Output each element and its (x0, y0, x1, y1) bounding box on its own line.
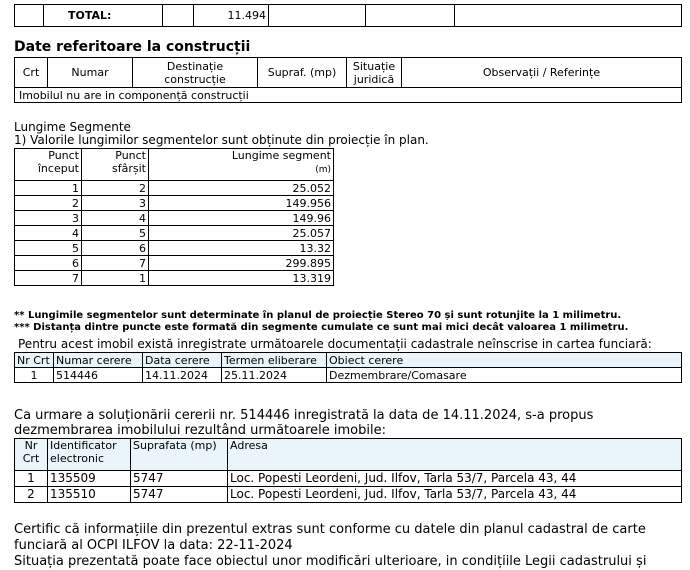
segment-length: 13.32 (149, 241, 334, 256)
end-point: 7 (82, 256, 149, 271)
segment-row (15, 181, 334, 196)
document-cell: 14.11.2024 (143, 368, 222, 383)
total-label: TOTAL: (44, 5, 163, 27)
col-header-line: electronic (50, 452, 105, 465)
property-cell: 135509 (48, 471, 131, 487)
col-header-line: Nr (24, 439, 38, 452)
segment-row (15, 271, 334, 286)
end-point: 5 (82, 226, 149, 241)
start-point: 1 (15, 181, 82, 196)
col-header: Destinație construcție (133, 58, 258, 88)
proposal-table (14, 438, 682, 503)
start-point: 4 (15, 226, 82, 241)
segment-length: 25.052 (149, 181, 334, 196)
col-header: Numar (48, 58, 133, 88)
property-cell: Loc. Popesti Leordeni, Jud. Ilfov, Tarla 53/7, Parcela 43, 44 (228, 487, 682, 503)
col-header: Data cerere (143, 353, 222, 368)
start-point: 2 (15, 196, 82, 211)
start-point: 5 (15, 241, 82, 256)
segment-row (15, 211, 334, 226)
segments-note: 1) Valorile lungimilor segmentelor sunt obținute din proiecție în plan. (14, 133, 429, 147)
total-empty-cell (15, 5, 44, 27)
property-cell: 5747 (131, 487, 228, 503)
property-cell: 135510 (48, 487, 131, 503)
col-header: Obiect cerere (327, 353, 682, 368)
col-header: Numar cerere (54, 353, 143, 368)
constructions-title: Date referitoare la construcții (14, 39, 251, 55)
segments-table (14, 148, 334, 286)
start-point: 3 (15, 211, 82, 226)
col-header: Supraf. (mp) (258, 58, 347, 88)
end-point: 1 (82, 271, 149, 286)
segment-row (15, 241, 334, 256)
property-cell: 5747 (131, 471, 228, 487)
segments-footnote: ** Lungimile segmentelor sunt determinate în planul de proiecție Stereo 70 și sunt rotunjite la 1 milimetru. (14, 310, 622, 321)
certification-line: Situația prezentată poate face obiectul unor modificări ulterioare, in condițiile Legii cadastrului și (14, 554, 647, 569)
end-point: 6 (82, 241, 149, 256)
segment-length-header (149, 149, 334, 181)
segment-row (15, 256, 334, 271)
total-empty-cell (163, 5, 194, 27)
col-header: Observații / Referințe (402, 58, 682, 88)
segments-title: Lungime Segmente (14, 120, 131, 134)
col-header (48, 439, 131, 471)
segments-footnote: *** Distanța dintre puncte este formată din segmente cumulate ce sunt mai mici decât valoarea 1 milimetru. (14, 322, 629, 333)
document-cell: 1 (15, 368, 54, 383)
segment-length: 13.319 (149, 271, 334, 286)
segment-length: 25.057 (149, 226, 334, 241)
proposal-line: dezmembrarea imobilului rezultând următoarele imobile: (14, 423, 386, 438)
total-empty-cell (269, 5, 366, 27)
end-point: 3 (82, 196, 149, 211)
unit-label: (m) (315, 165, 331, 175)
documents-intro: Pentru acest imobil există inregistrate următoarele documentații cadastrale neînscrise in cartea funciară: (18, 337, 652, 351)
document-row (15, 368, 682, 383)
document-cell: Dezmembrare/Comasare (327, 368, 682, 383)
segment-length: 299.895 (149, 256, 334, 271)
col-header: Adresa (228, 439, 682, 471)
property-row (15, 471, 682, 487)
property-cell: 1 (15, 471, 48, 487)
documents-table (14, 352, 682, 383)
col-header: Punct sfârșit (82, 149, 149, 181)
segment-length: 149.956 (149, 196, 334, 211)
col-header (15, 439, 48, 471)
certification-line: Certific că informațiile din prezentul extras sunt conforme cu datele din planul cadastral de carte (14, 522, 646, 537)
col-header: Crt (15, 58, 48, 88)
total-empty-cell (455, 5, 682, 27)
total-empty-cell (366, 5, 455, 27)
col-header: Nr Crt (15, 353, 54, 368)
certification-line: funciară al OCPI ILFOV la data: 22-11-2024 (14, 538, 293, 553)
document-cell: 25.11.2024 (222, 368, 327, 383)
end-point: 4 (82, 211, 149, 226)
col-header: Lungime segment (231, 149, 331, 162)
constructions-table (14, 57, 682, 103)
segment-row (15, 196, 334, 211)
start-point: 6 (15, 256, 82, 271)
col-header: Suprafata (mp) (131, 439, 228, 471)
proposal-line: Ca urmare a soluționării cererii nr. 514446 inregistrată la data de 14.11.2024, s-a propus (14, 408, 594, 423)
col-header-line: Crt (22, 452, 40, 465)
property-row (15, 487, 682, 503)
col-header: Situație juridică (347, 58, 402, 88)
total-table (14, 4, 682, 27)
end-point: 2 (82, 181, 149, 196)
segment-row (15, 226, 334, 241)
document-cell: 514446 (54, 368, 143, 383)
total-value: 11.494 (194, 5, 269, 27)
start-point: 7 (15, 271, 82, 286)
property-cell: 2 (15, 487, 48, 503)
property-cell: Loc. Popesti Leordeni, Jud. Ilfov, Tarla 53/7, Parcela 43, 44 (228, 471, 682, 487)
col-header: Termen eliberare (222, 353, 327, 368)
no-constructions-note: Imobilul nu are in componență construcții (15, 88, 682, 103)
col-header: Punct început (15, 149, 82, 181)
segment-length: 149.96 (149, 211, 334, 226)
col-header-line: Identificator (50, 439, 117, 452)
